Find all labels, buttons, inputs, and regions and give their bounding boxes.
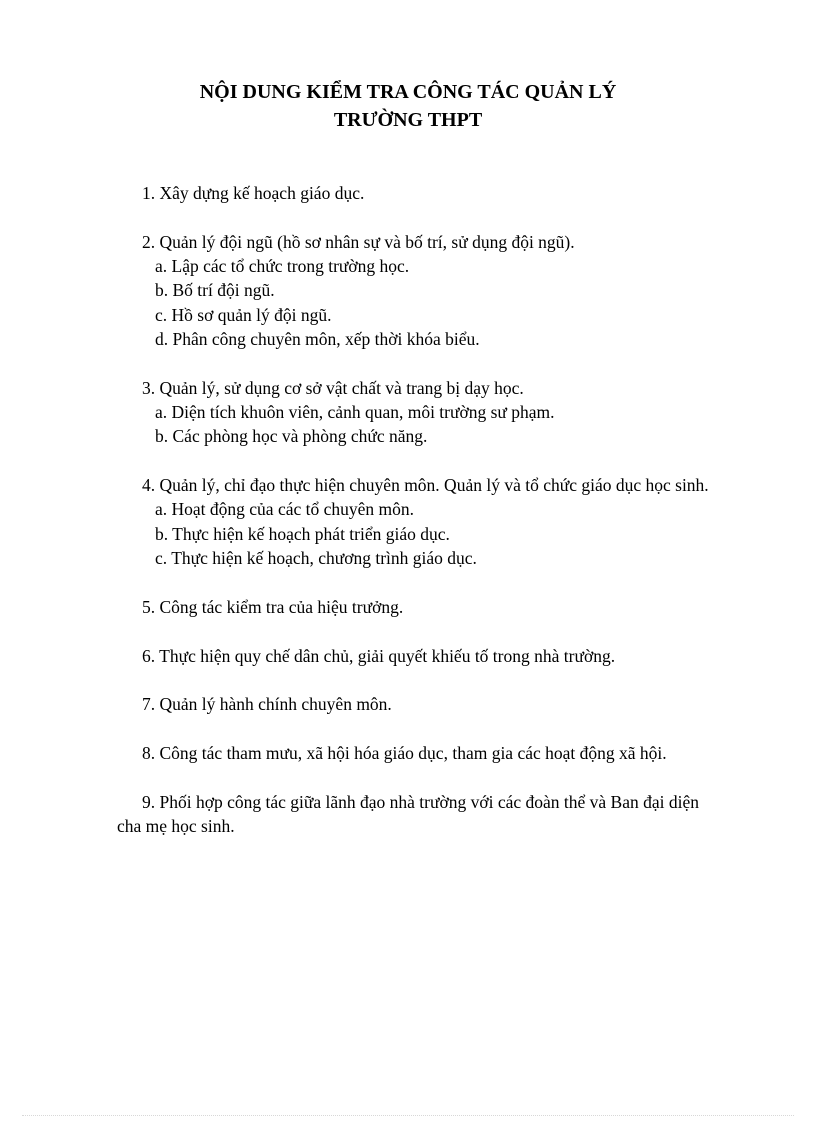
document-body (117, 181, 717, 863)
section-heading: 4. Quản lý, chỉ đạo thực hiện chuyên môn. Quản lý và tổ chức giáo dục học sinh. (142, 475, 709, 496)
sub-item: b. Thực hiện kế hoạch phát triển giáo dục. (155, 523, 450, 544)
section-9 (117, 790, 717, 839)
sub-item: a. Lập các tổ chức trong trường học. (155, 256, 410, 277)
sub-item: c. Thực hiện kế hoạch, chương trình giáo dục. (155, 548, 477, 569)
section-1 (117, 181, 717, 205)
section-6 (117, 644, 717, 668)
section-7 (117, 692, 717, 716)
page-bottom-divider (22, 1115, 794, 1116)
section-heading: 5. Công tác kiểm tra của hiệu trưởng. (142, 596, 404, 617)
section-8 (117, 741, 717, 765)
section-heading: 6. Thực hiện quy chế dân chủ, giải quyết khiếu tố trong nhà trường. (142, 645, 616, 666)
section-heading: 8. Công tác tham mưu, xã hội hóa giáo dục, tham gia các hoạt động xã hội. (142, 743, 667, 764)
sub-item: b. Các phòng học và phòng chức năng. (155, 426, 428, 447)
sub-item: d. Phân công chuyên môn, xếp thời khóa biểu. (155, 328, 480, 349)
sub-item: a. Hoạt động của các tổ chuyên môn. (155, 499, 415, 520)
section-heading: 1. Xây dựng kế hoạch giáo dục. (142, 183, 365, 203)
section-5 (117, 595, 717, 619)
section-2 (117, 230, 717, 351)
sub-item: c. Hồ sơ quản lý đội ngũ. (155, 304, 332, 325)
section-heading: 3. Quản lý, sử dụng cơ sở vật chất và trang bị dạy học. (142, 377, 524, 398)
section-heading: 2. Quản lý đội ngũ (hồ sơ nhân sự và bố trí, sử dụng đội ngũ). (142, 231, 575, 252)
title-line-2: TRƯỜNG THPT (333, 109, 483, 131)
section-3 (117, 376, 717, 449)
sub-item: b. Bố trí đội ngũ. (155, 280, 275, 301)
title-line-1: NỘI DUNG KIỂM TRA CÔNG TÁC QUẢN LÝ (199, 81, 617, 103)
section-4 (117, 473, 717, 570)
sub-item: a. Diện tích khuôn viên, cảnh quan, môi trường sư phạm. (155, 402, 555, 423)
section-heading: 9. Phối hợp công tác giữa lãnh đạo nhà trường với các đoàn thể và Ban đại diện cha mẹ học sinh. (117, 792, 700, 837)
section-heading: 7. Quản lý hành chính chuyên môn. (142, 694, 392, 715)
document-title (0, 78, 816, 134)
